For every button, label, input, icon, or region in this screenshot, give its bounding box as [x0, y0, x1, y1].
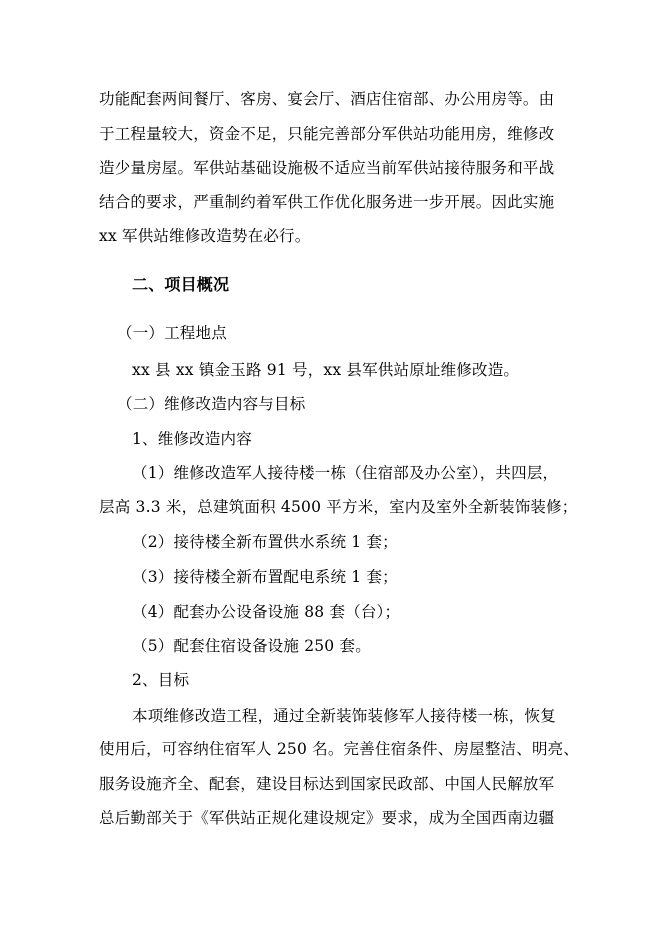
goal-line-2: 使用后，可容纳住宿军人 250 名。完善住宿条件、房屋整洁、明亮、 — [99, 740, 580, 758]
content-item-1-cont: 层高 3.3 米，总建筑面积 4500 平方米，室内及室外全新装饰装修； — [99, 498, 578, 516]
content-item-5: （5）配套住宿设备设施 250 套。 — [132, 637, 371, 655]
goal-line-1: 本项维修改造工程，通过全新装饰装修军人接待楼一栋，恢复 — [132, 707, 556, 725]
goal-line-4: 总后勤部关于《军供站正规化建设规定》要求，成为全国西南边疆 — [99, 809, 555, 827]
goal-line-3: 服务设施齐全、配套，建设目标达到国家民政部、中国人民解放军 — [99, 775, 555, 793]
intro-line-2: 于工程量较大，资金不足，只能完善部分军供站功能用房，维修改 — [99, 125, 555, 143]
content-item-4: （4）配套办公设备设施 88 套（台）； — [132, 603, 401, 621]
location-text: xx 县 xx 镇金玉路 91 号，xx 县军供站原址维修改造。 — [132, 361, 520, 379]
intro-line-3: 造少量房屋。军供站基础设施极不适应当前军供站接待服务和平战 — [99, 159, 555, 177]
item-heading-content: 1、维修改造内容 — [132, 430, 252, 448]
item-heading-goal: 2、目标 — [132, 671, 190, 689]
intro-line-4: 结合的要求，严重制约着军供工作优化服务进一步开展。因此实施 — [99, 193, 555, 211]
content-item-3: （3）接待楼全新布置配电系统 1 套； — [132, 568, 398, 586]
section-heading: 二、项目概况 — [132, 275, 230, 294]
sub-heading-location: （一）工程地点 — [117, 324, 227, 342]
intro-line-5: xx 军供站维修改造势在必行。 — [99, 227, 311, 245]
sub-heading-content-goals: （二）维修改造内容与目标 — [117, 395, 306, 413]
content-item-2: （2）接待楼全新布置供水系统 1 套； — [132, 533, 398, 551]
content-item-1: （1）维修改造军人接待楼一栋（住宿部及办公室），共四层， — [132, 464, 559, 482]
intro-line-1: 功能配套两间餐厅、客房、宴会厅、酒店住宿部、办公用房等。由 — [99, 90, 555, 108]
